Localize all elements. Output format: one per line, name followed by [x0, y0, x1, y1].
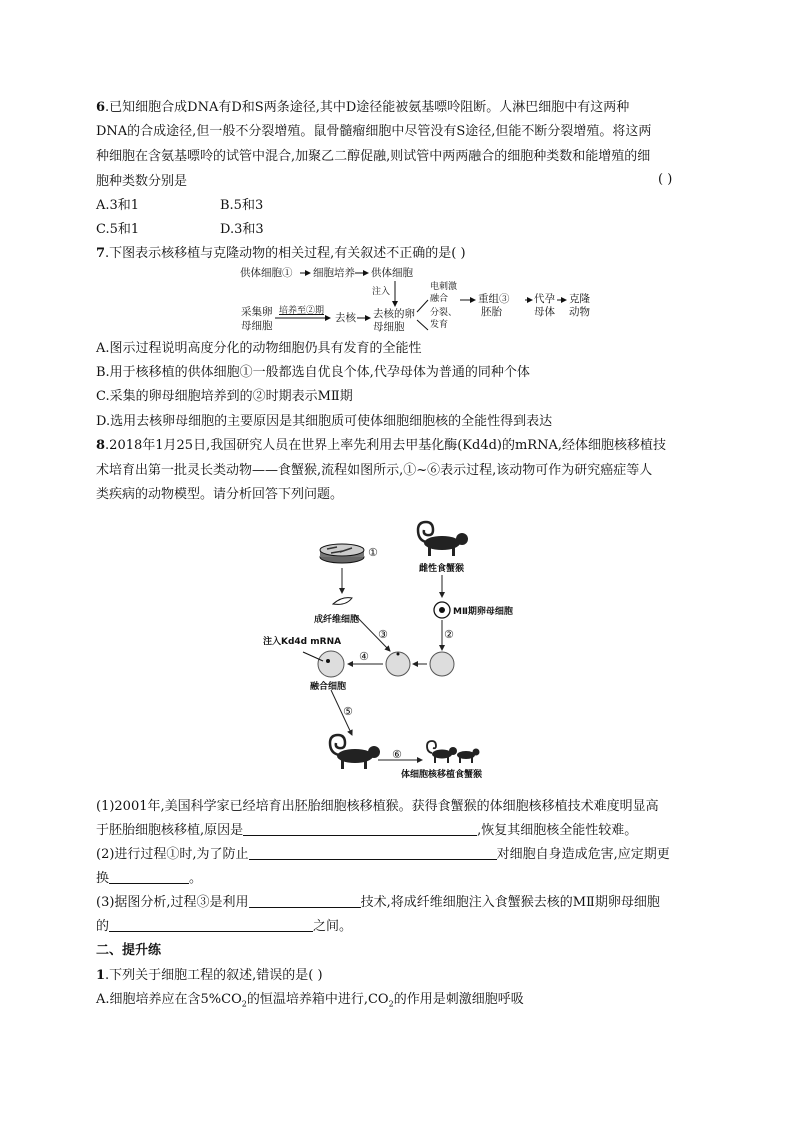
d-step2: ② [444, 628, 454, 641]
p1-a-sub-1: 2 [241, 999, 247, 1009]
q8-line-2: 术培育出第一批灵长类动物——食蟹猴,流程如图所示,①~⑥表示过程,该动物可作为研究癌症等人 [96, 463, 653, 478]
fc-recon-1: 重组③ [478, 293, 510, 305]
p1-a-post: 的作用是刺激细胞呼吸 [393, 992, 524, 1007]
p1-stem [96, 966, 323, 985]
fc-electric-1: 电刺激 [430, 282, 458, 292]
q8-sub3-text-a: (3)据图分析,过程③是利用 [96, 895, 249, 910]
q7-option-d: D.选用去核卵母细胞的主要原因是其细胞质可使体细胞细胞核的全能性得到表达 [96, 414, 553, 429]
section-2-title: 二、提升练 [96, 943, 162, 958]
p1-a-pre: A.细胞培养应在含5%CO [96, 992, 242, 1007]
q8-sub3-text-b: 技术,将成纤维细胞注入食蟹猴去核的MⅡ期卵母细胞 [360, 895, 660, 910]
q8-sub2-text-d: 。 [189, 871, 203, 886]
q7-stem-text: .下图表示核移植与克隆动物的相关过程,有关叙述不正确的是( ) [105, 246, 466, 261]
q8-sub1-line-1: (1)2001年,美国科学家已经培育出胚胎细胞核移植猴。获得食蟹猴的体细胞核移植技术难度明显高 [96, 799, 659, 814]
q6-line-3: 种细胞在含氨基嘌呤的试管中混合,加聚乙二醇促融,则试管中两两融合的细胞种类数和能增殖的细 [96, 149, 651, 164]
d-fibroblast: 成纤维细胞 [314, 615, 360, 625]
q6-line-2: DNA的合成途径,但一般不分裂增殖。鼠骨髓瘤细胞中尽管没有S途径,但能不断分裂增殖。将这两 [96, 124, 652, 139]
fc-clone-2: 动物 [569, 306, 590, 318]
q8-sub2-blank-1[interactable] [249, 845, 497, 860]
d-oocyte: MⅡ期卵母细胞 [453, 607, 513, 617]
p1-a-sub-2: 2 [388, 999, 394, 1009]
female-monkey-icon [418, 522, 468, 556]
fc-enuc-egg-1: 去核的卵 [373, 308, 415, 320]
q8-line-3: 类疾病的动物模型。请分析回答下列问题。 [96, 487, 344, 502]
d-step3: ③ [378, 628, 388, 641]
fc-surrogate-2: 母体 [534, 306, 555, 318]
q6-option-c: C.5和1 [96, 222, 140, 237]
enucleated-egg-icon [430, 652, 454, 676]
injected-egg-icon [386, 652, 410, 676]
clone-monkeys-icon [427, 741, 480, 763]
p1-a-mid: 的恒温培养箱中进行,CO [246, 992, 389, 1007]
fc-donor2: 供体细胞 [371, 267, 413, 279]
q8-sub2-blank-2[interactable] [109, 869, 189, 884]
q8-sub3-text-c: 的 [96, 919, 110, 934]
fc-culture-to: 培养至②期 [279, 306, 325, 316]
q6-number: 6 [96, 100, 106, 115]
p1-number: 1 [96, 968, 106, 983]
fc-inject: 注入 [372, 287, 391, 297]
d-clone-monkey: 体细胞核移植食蟹猴 [401, 770, 483, 780]
q8-sub2-line-2 [96, 869, 202, 888]
q7-option-c: C.采集的卵母细胞培养到的②时期表示MⅡ期 [96, 389, 353, 404]
d-step6: ⑥ [392, 748, 402, 761]
fc-enuc-egg-2: 母细胞 [373, 321, 405, 333]
q6-answer-paren: ( ) [658, 172, 673, 187]
p1-stem-text: .下列关于细胞工程的叙述,错误的是( ) [105, 968, 323, 983]
d-fused-cell: 融合细胞 [310, 682, 347, 692]
q7-number: 7 [96, 246, 106, 261]
q8-sub3-blank-1[interactable] [249, 893, 361, 908]
petri-dish-icon [320, 544, 364, 563]
fc-electric-2: 融合 [430, 294, 449, 304]
d-female-monkey: 雌性食蟹猴 [419, 564, 465, 574]
q8-number: 8 [96, 438, 106, 453]
q6-line-4: 胞种类数分别是 [96, 174, 188, 189]
q8-sub3-line-2 [96, 917, 352, 936]
q8-sub2-text-c: 换 [96, 871, 110, 886]
d-step5: ⑤ [343, 705, 353, 718]
q8-sub3-blank-2[interactable] [109, 917, 313, 932]
q6-text-1: .已知细胞合成DNA有D和S两条途径,其中D途径能被氨基嘌呤阻断。人淋巴细胞中有这两种 [105, 100, 630, 115]
q8-sub1-text-a: 于胚胎细胞核移植,原因是 [96, 823, 244, 838]
q7-option-b: B.用于核移植的供体细胞①一般都选自优良个体,代孕母体为普通的同种个体 [96, 365, 530, 380]
fc-culture: 细胞培养 [313, 267, 355, 279]
mii-oocyte-icon [434, 602, 450, 618]
fc-collect-2: 母细胞 [241, 320, 273, 332]
d-step1: ① [368, 546, 378, 559]
d-step4: ④ [359, 650, 369, 663]
q6-option-b: B.5和3 [220, 198, 264, 213]
surrogate-monkey-icon [330, 735, 380, 769]
fc-clone-1: 克隆 [569, 293, 590, 305]
p1-option-a [96, 990, 524, 1014]
q8-sub3-line-1 [96, 893, 660, 912]
q8-sub1-text-b: ,恢复其细胞核全能性较难。 [477, 823, 638, 838]
fc-donor: 供体细胞① [240, 267, 293, 279]
q6-option-d: D.3和3 [220, 222, 264, 237]
fc-divide-1: 分裂、 [430, 308, 458, 318]
q8-sub2-text-a: (2)进行过程①时,为了防止 [96, 847, 249, 862]
q8-text-1: .2018年1月25日,我国研究人员在世界上率先利用去甲基化酶(Kd4d)的mRNA,经体细胞核移植技 [105, 438, 666, 453]
fused-cell-icon [303, 651, 344, 677]
q8-sub1-line-2 [96, 821, 637, 840]
q8-sub2-line-1 [96, 845, 670, 864]
q8-sub3-text-d: 之间。 [313, 919, 353, 934]
fc-recon-2: 胚胎 [481, 306, 502, 318]
fibroblast-icon [333, 598, 352, 605]
q6-option-a: A.3和1 [96, 198, 140, 213]
q8-sub2-text-b: 对细胞自身造成危害,应定期更 [496, 847, 670, 862]
fc-collect-1: 采集卵 [241, 306, 273, 318]
fc-surrogate-1: 代孕 [534, 293, 555, 305]
d-inject: 注入Kd4d mRNA [263, 637, 342, 647]
fc-enucleate: 去核 [335, 312, 356, 324]
q7-option-a: A.图示过程说明高度分化的动物细胞仍具有发育的全能性 [96, 341, 422, 356]
q8-sub1-blank[interactable] [243, 821, 477, 836]
fc-divide-2: 发育 [430, 320, 449, 330]
